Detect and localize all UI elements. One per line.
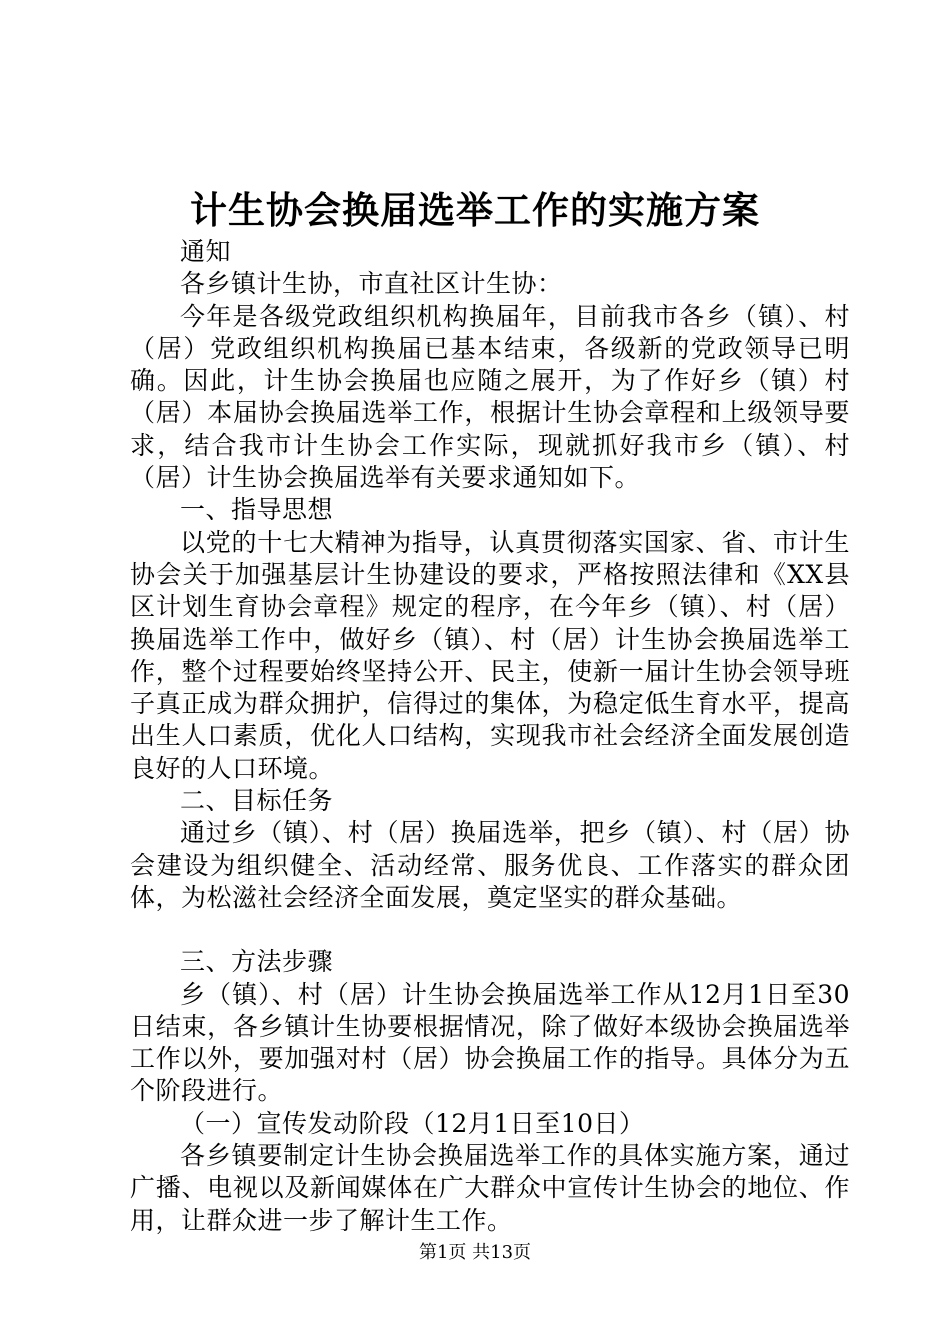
document-body — [130, 236, 850, 1237]
paragraph-methods: 乡（镇）、村（居）计生协会换届选举工作从12月1日至30日结束，各乡镇计生协要根据情况，除了做好本级协会换届选举工作以外，要加强对村（居）协会换届工作的指导。具体分为五个阶段进行。 — [130, 979, 850, 1106]
subsection-heading-publicity: （一）宣传发动阶段（12月1日至10日） — [180, 1108, 645, 1138]
paragraph-addressee: 各乡镇计生协，市直社区计生协： — [180, 269, 563, 299]
section-heading-objectives: 二、目标任务 — [180, 786, 334, 816]
page-footer: 第1页 共13页 — [418, 1242, 532, 1263]
paragraph-intro: 今年是各级党政组织机构换届年，目前我市各乡（镇）、村（居）党政组织机构换届已基本结束，各级新的党政领导已明确。因此，计生协会换届也应随之展开，为了作好乡（镇）村（居）本届协会换届选举工作，根据计生协会章程和上级领导要求，结合我市计生协会工作实际，现就抓好我市乡（镇）、村（居）计生协会换届选举有关要求通知如下。 — [130, 301, 850, 493]
paragraph-publicity: 各乡镇要制定计生协会换届选举工作的具体实施方案，通过广播、电视以及新闻媒体在广大群众中宣传计生协会的地位、作用，让群众进一步了解计生工作。 — [130, 1141, 850, 1235]
paragraph-guiding-ideology: 以党的十七大精神为指导，认真贯彻落实国家、省、市计生协会关于加强基层计生协建设的要求，严格按照法律和《XX县区计划生育协会章程》规定的程序，在今年乡（镇）、村（居）换届选举工作中，做好乡（镇）、村（居）计生协会换届选举工作，整个过程要始终坚持公开、民主，使新一届计生协会领导班子真正成为群众拥护，信得过的集体，为稳定低生育水平，提高出生人口素质，优化人口结构，实现我市社会经济全面发展创造良好的人口环境。 — [130, 527, 850, 783]
paragraph-notice-label: 通知 — [180, 237, 232, 266]
paragraph-objectives: 通过乡（镇）、村（居）换届选举，把乡（镇）、村（居）协会建设为组织健全、活动经常、服务优良、工作落实的群众团体，为松滋社会经济全面发展，奠定坚实的群众基础。 — [130, 818, 850, 912]
section-heading-methods: 三、方法步骤 — [180, 947, 334, 977]
section-heading-guiding-ideology: 一、指导思想 — [180, 495, 334, 525]
document-title: 计生协会换届选举工作的实施方案 — [190, 188, 760, 232]
